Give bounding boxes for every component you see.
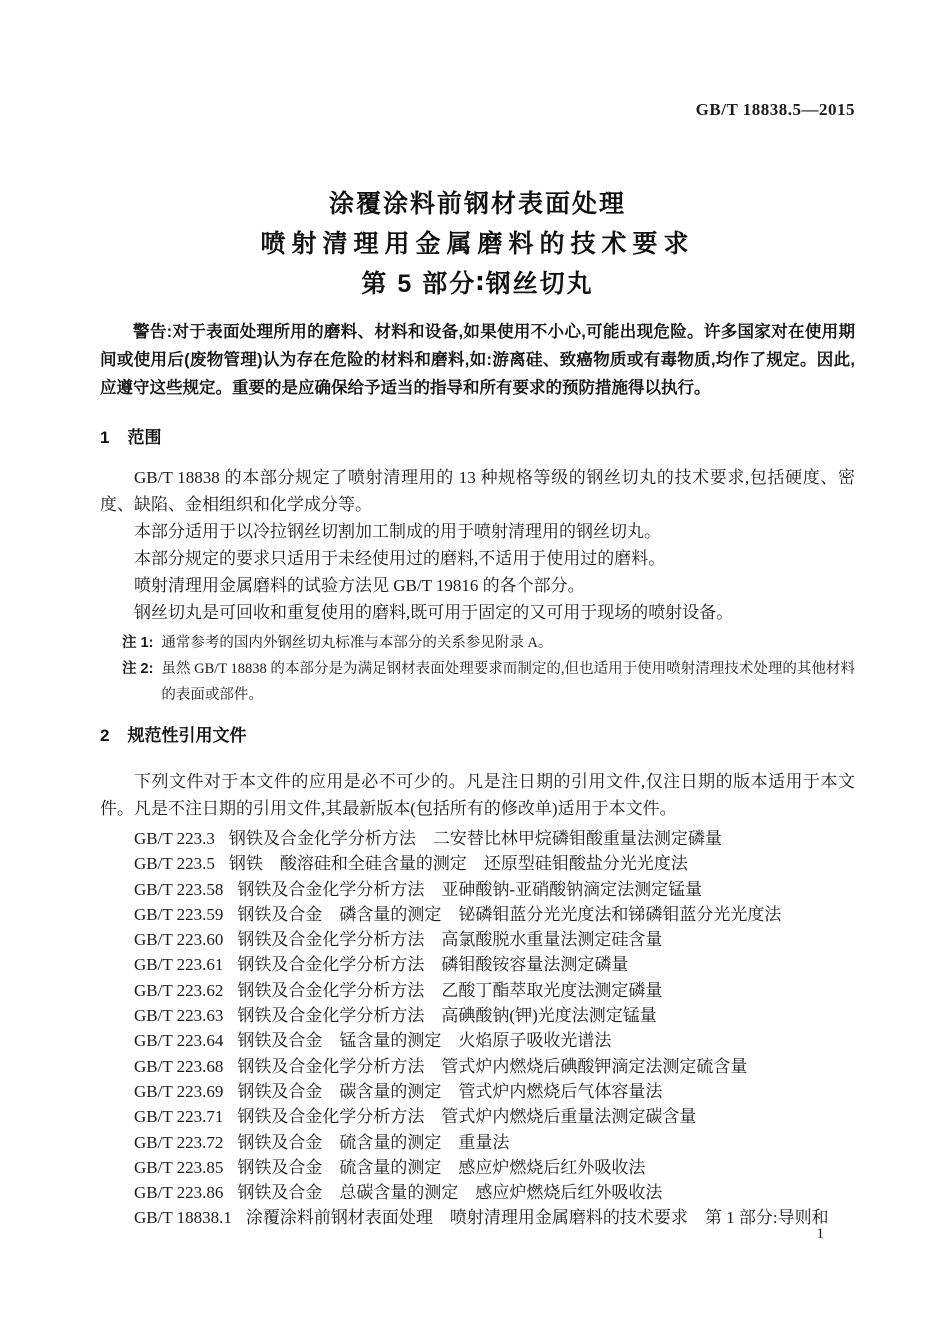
reference-code: GB/T 223.62 (134, 980, 224, 1000)
reference-item (100, 927, 855, 952)
reference-item (100, 1054, 855, 1079)
scope-paragraph: 本部分规定的要求只适用于未经使用过的磨料,不适用于使用过的磨料。 (134, 549, 666, 568)
reference-code: GB/T 223.64 (134, 1031, 224, 1051)
reference-item (100, 952, 855, 977)
reference-item (100, 1079, 855, 1104)
title-line-3: 第 5 部分∶钢丝切丸 (361, 270, 594, 298)
reference-title: 钢铁及合金化学分析方法 亚砷酸钠-亚硝酸钠滴定法测定锰量 (237, 879, 703, 899)
reference-title: 钢铁及合金化学分析方法 高碘酸钠(钾)光度法测定锰量 (237, 1006, 657, 1026)
reference-code: GB/T 18838.1 (134, 1208, 232, 1228)
note-1-text: 通常参考的国内外钢丝切丸标准与本部分的关系参见附录 A。 (161, 635, 553, 651)
notes-block (100, 630, 855, 708)
reference-code: GB/T 223.86 (134, 1183, 224, 1203)
reference-code: GB/T 223.69 (134, 1081, 224, 1101)
reference-item (100, 851, 855, 876)
section-1-number: 1 (100, 428, 110, 447)
reference-title: 钢铁及合金化学分析方法 管式炉内燃烧后碘酸钾滴定法测定硫含量 (237, 1056, 748, 1076)
note-2 (122, 656, 855, 708)
reference-item (100, 1003, 855, 1028)
warning-paragraph: 警告:对于表面处理所用的磨料、材料和设备,如果使用不小心,可能出现危险。许多国家对在使用期间或使用后(废物管理)认为存在危险的材料和磨料,如:游离硅、致癌物质或有毒物质,均作了规定。因此,应遵守这些规定。重要的是应确保给予适当的指导和所有要求的预防措施得以执行。 (100, 323, 855, 397)
reference-title: 钢铁及合金化学分析方法 高氯酸脱水重量法测定硅含量 (237, 930, 663, 950)
reference-title: 钢铁及合金 总碳含量的测定 感应炉燃烧后红外吸收法 (237, 1183, 663, 1203)
reference-item (100, 902, 855, 927)
reference-title: 钢铁及合金 碳含量的测定 管式炉内燃烧后气体容量法 (237, 1081, 663, 1101)
reference-item (100, 877, 855, 902)
reference-code: GB/T 223.60 (134, 930, 224, 950)
title-line-1: 涂覆涂料前钢材表面处理 (328, 190, 626, 218)
section-scope (100, 428, 855, 708)
reference-list (100, 826, 855, 1231)
section-1-heading (100, 428, 855, 448)
document-title (100, 184, 855, 304)
reference-title: 涂覆涂料前钢材表面处理 喷射清理用金属磨料的技术要求 第 1 部分:导则和 (245, 1208, 829, 1228)
reference-item (100, 1028, 855, 1053)
reference-title: 钢铁及合金 磷含量的测定 铋磷钼蓝分光光度法和锑磷钼蓝分光光度法 (237, 904, 782, 924)
section-2-number: 2 (100, 726, 110, 745)
standard-code: GB/T 18838.5—2015 (695, 100, 855, 119)
reference-title: 钢铁及合金 硫含量的测定 重量法 (237, 1132, 510, 1152)
reference-code: GB/T 223.58 (134, 879, 224, 899)
section-2-heading (100, 726, 855, 746)
reference-title: 钢铁及合金化学分析方法 乙酸丁酯萃取光度法测定磷量 (237, 980, 663, 1000)
page-number: 1 (816, 1226, 824, 1242)
references-intro: 下列文件对于本文件的应用是必不可少的。凡是注日期的引用文件,仅注日期的版本适用于本文件。凡是不注日期的引用文件,其最新版本(包括所有的修改单)适用于本文件。 (100, 772, 855, 818)
reference-code: GB/T 223.61 (134, 955, 224, 975)
page-header (100, 0, 855, 120)
reference-item (100, 1180, 855, 1205)
reference-item (100, 1155, 855, 1180)
note-1-label: 注 1: (122, 635, 154, 651)
reference-title: 钢铁及合金 锰含量的测定 火焰原子吸收光谱法 (237, 1031, 612, 1051)
scope-paragraph: 钢丝切丸是可回收和重复使用的磨料,既可用于固定的又可用于现场的喷射设备。 (134, 603, 734, 622)
reference-code: GB/T 223.72 (134, 1132, 224, 1152)
title-line-2: 喷射清理用金属磨料的技术要求 (260, 230, 695, 258)
section-1-title: 范围 (127, 428, 162, 447)
note-1 (122, 630, 855, 656)
reference-title: 钢铁及合金 硫含量的测定 感应炉燃烧后红外吸收法 (237, 1157, 646, 1177)
reference-code: GB/T 223.3 (134, 829, 215, 848)
reference-code: GB/T 223.63 (134, 1006, 224, 1026)
reference-title: 钢铁及合金化学分析方法 二安替比林甲烷磷钼酸重量法测定磷量 (228, 829, 722, 848)
reference-title: 钢铁及合金化学分析方法 管式炉内燃烧后重量法测定碳含量 (237, 1107, 697, 1127)
reference-code: GB/T 223.71 (134, 1107, 224, 1127)
note-2-label: 注 2: (122, 661, 154, 677)
reference-code: GB/T 223.5 (134, 854, 215, 874)
section-2-title: 规范性引用文件 (127, 726, 247, 745)
reference-item (100, 978, 855, 1003)
reference-code: GB/T 223.59 (134, 904, 224, 924)
reference-title: 钢铁及合金化学分析方法 磷钼酸铵容量法测定磷量 (237, 955, 629, 975)
reference-item (100, 1130, 855, 1155)
note-2-text: 虽然 GB/T 18838 的本部分是为满足钢材表面处理要求而制定的,但也适用于使用喷射清理技术处理的其他材料的表面或部件。 (161, 661, 855, 703)
reference-code: GB/T 223.85 (134, 1157, 224, 1177)
reference-item (100, 1104, 855, 1129)
scope-paragraph: 本部分适用于以冷拉钢丝切割加工制成的用于喷射清理用的钢丝切丸。 (134, 522, 661, 541)
scope-paragraph: GB/T 18838 的本部分规定了喷射清理用的 13 种规格等级的钢丝切丸的技术要求,包括硬度、密度、缺陷、金相组织和化学成分等。 (100, 468, 855, 514)
section-normative-references (100, 726, 855, 1231)
scope-paragraph: 喷射清理用金属磨料的试验方法见 GB/T 19816 的各个部分。 (134, 576, 585, 595)
reference-title: 钢铁 酸溶硅和全硅含量的测定 还原型硅钼酸盐分光光度法 (228, 854, 688, 874)
reference-item (100, 826, 855, 851)
reference-code: GB/T 223.68 (134, 1056, 224, 1076)
reference-item (100, 1205, 855, 1230)
